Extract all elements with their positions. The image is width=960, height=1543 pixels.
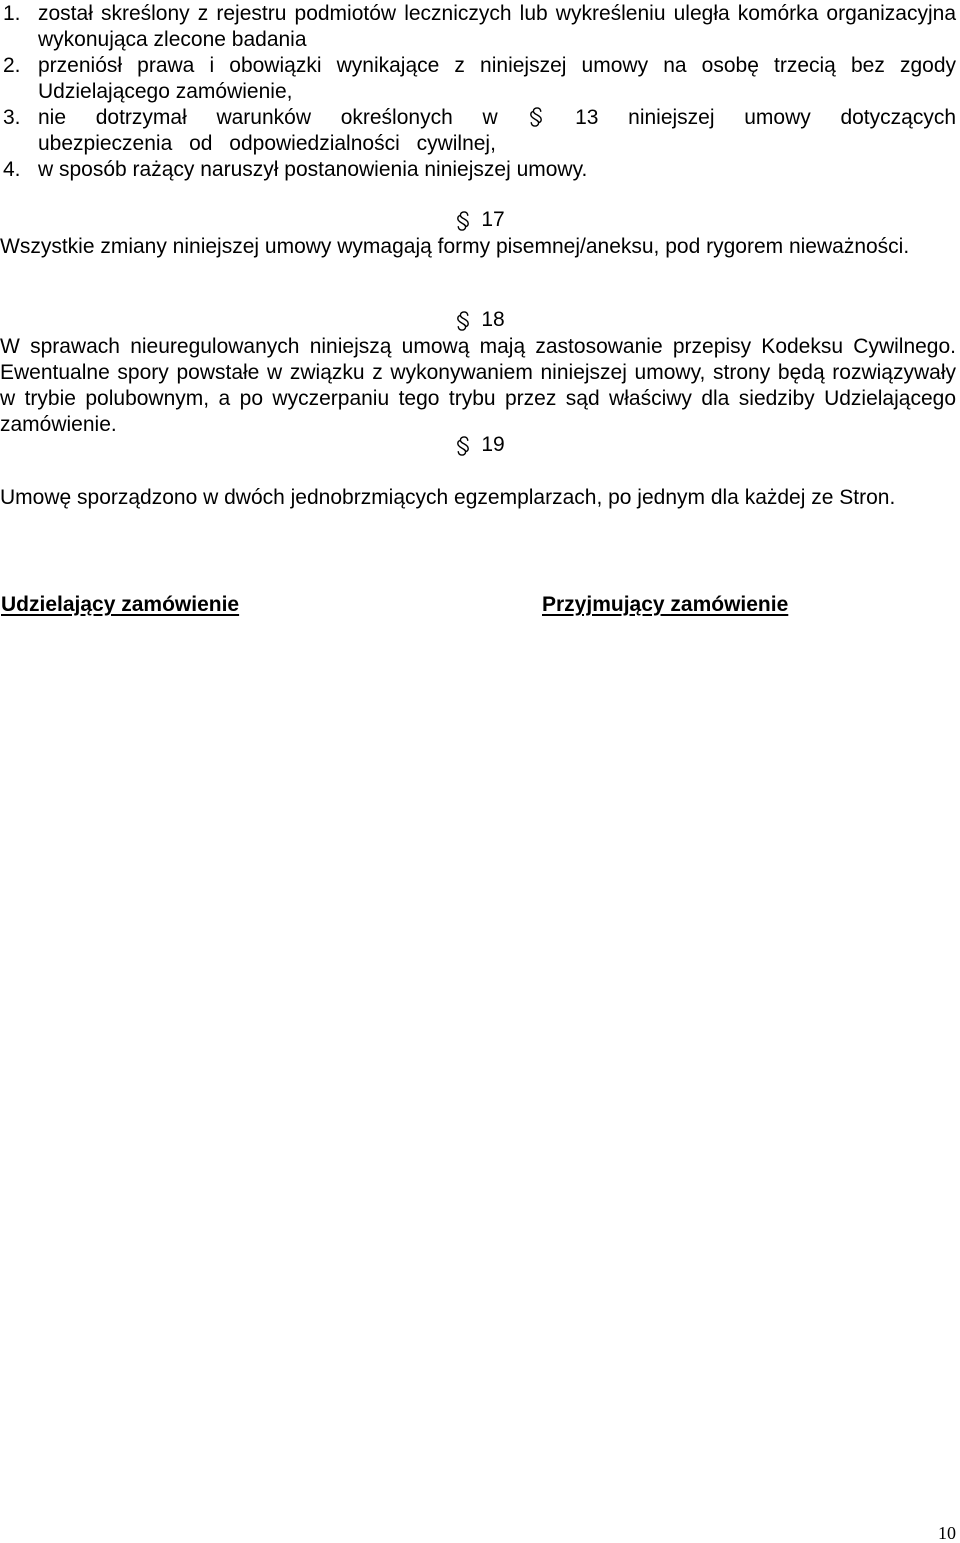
termination-conditions-list bbox=[0, 1, 956, 183]
list-item-text: został skreślony z rejestru podmiotów leczniczych lub wykreśleniu uległa komórka organizacyjna wykonująca zlecone badania bbox=[38, 2, 956, 51]
section-sign-icon bbox=[455, 207, 475, 233]
list-item bbox=[0, 53, 956, 105]
signature-label-left: Udzielający zamówienie bbox=[1, 593, 240, 616]
section-sign-icon bbox=[527, 107, 545, 127]
list-item-number: 1. bbox=[3, 2, 21, 25]
section-sign-icon bbox=[455, 432, 475, 458]
list-item-text-before: nie dotrzymał warunków określonych w bbox=[38, 106, 498, 129]
section-heading bbox=[0, 307, 960, 333]
section-heading bbox=[0, 432, 960, 458]
list-item-text: w sposób rażący naruszył postanowienia niniejszej umowy. bbox=[38, 158, 588, 181]
list-item-number: 4. bbox=[3, 158, 21, 181]
section-sign-icon bbox=[455, 307, 475, 333]
list-item bbox=[0, 157, 956, 183]
list-item-number: 3. bbox=[3, 106, 21, 129]
list-item-text bbox=[38, 105, 956, 157]
signature-label-right: Przyjmujący zamówienie bbox=[542, 593, 789, 616]
list-item-text: przeniósł prawa i obowiązki wynikające z niniejszej umowy na osobę trzecią bez zgody Udzielającego zamówienie, bbox=[38, 54, 956, 103]
section-number: 19 bbox=[481, 433, 505, 456]
list-item bbox=[0, 105, 956, 157]
section-text: Wszystkie zmiany niniejszej umowy wymagają formy pisemnej/aneksu, pod rygorem nieważności. bbox=[0, 235, 910, 258]
list-item bbox=[0, 1, 956, 53]
section-heading bbox=[0, 207, 960, 233]
section-text: W sprawach nieuregulowanych niniejszą umową mają zastosowanie przepisy Kodeksu Cywilnego. Ewentualne spory powstałe w związku z wykonywaniem niniejszej umowy, strony będą rozwiązywały w trybie polubownym, a po wyczerpaniu tego trybu przez sąd właściwy dla siedziby Udzielającego zamówienie. bbox=[0, 335, 956, 436]
list-item-text-after: 13 niniejszej umowy dotyczących ubezpieczenia od odpowiedzialności cywilnej, bbox=[38, 106, 957, 155]
section-text: Umowę sporządzono w dwóch jednobrzmiących egzemplarzach, po jednym dla każdej ze Stron. bbox=[0, 486, 896, 509]
page-number: 10 bbox=[938, 1523, 956, 1543]
section-number: 17 bbox=[481, 208, 505, 231]
section-number: 18 bbox=[481, 308, 505, 331]
list-item-number: 2. bbox=[3, 54, 21, 77]
